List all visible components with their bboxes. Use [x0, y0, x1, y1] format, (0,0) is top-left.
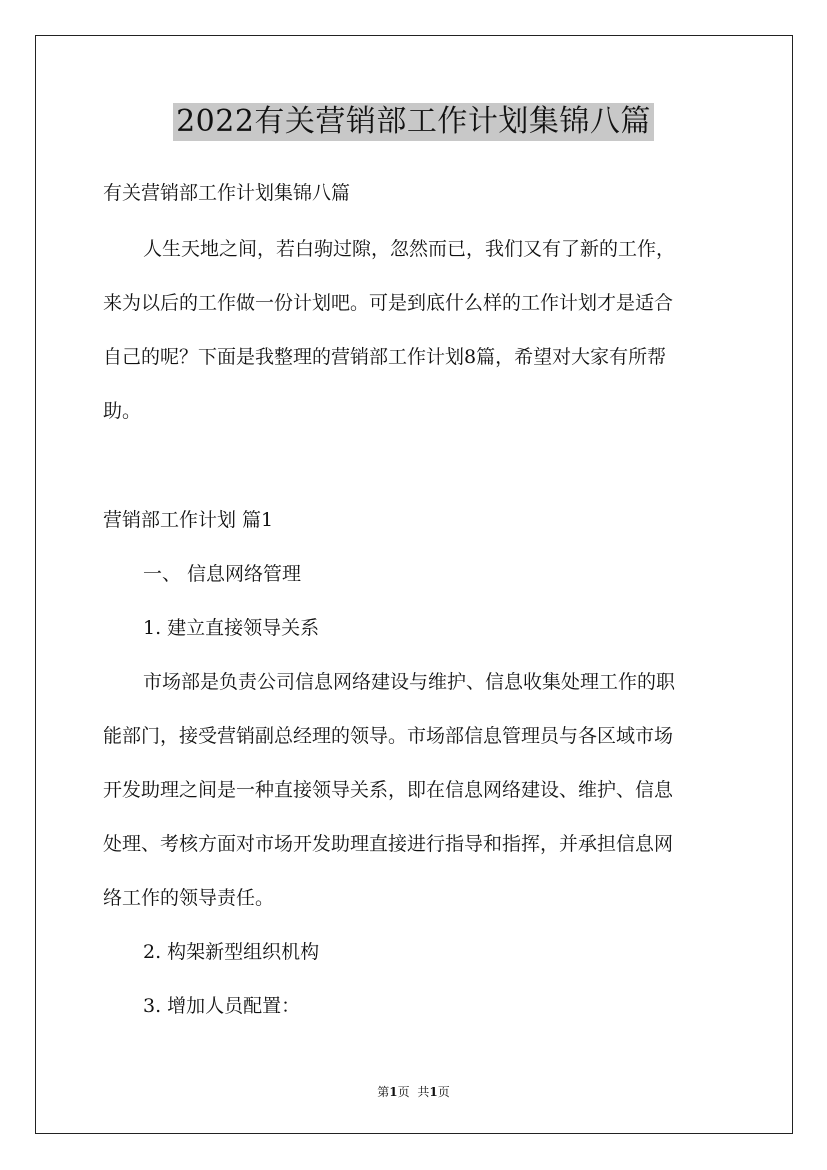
document-subtitle: 有关营销部工作计划集锦八篇: [103, 182, 351, 204]
footer-page-prefix: 第: [377, 1085, 390, 1099]
intro-line-3: 自己的呢？下面是我整理的营销部工作计划8篇，希望对大家有所帮: [103, 346, 667, 368]
intro-line-4: 助。: [103, 400, 142, 422]
intro-line-2: 来为以后的工作做一份计划吧。可是到底什么样的工作计划才是适合: [103, 292, 674, 314]
body-line-3: 开发助理之间是一种直接领导关系，即在信息网络建设、维护、信息: [103, 779, 674, 801]
footer-page-number: 1: [389, 1085, 398, 1099]
body-line-5: 络工作的领导责任。: [103, 887, 275, 909]
item-three-heading: 3. 增加人员配置：: [143, 995, 301, 1017]
item-two-heading: 2. 构架新型组织机构: [143, 941, 320, 963]
section-heading: 营销部工作计划 篇1: [103, 509, 274, 531]
footer-total-suffix: 页: [437, 1085, 450, 1099]
footer-page-suffix: 页: [397, 1085, 410, 1099]
body-line-4: 处理、考核方面对市场开发助理直接进行指导和指挥，并承担信息网: [103, 833, 674, 855]
footer-total-number: 1: [429, 1085, 438, 1099]
document-title: 2022有关营销部工作计划集锦八篇: [173, 103, 654, 141]
title-container: [0, 103, 827, 141]
item-one-heading: 一、 信息网络管理: [143, 563, 302, 585]
body-line-1: 市场部是负责公司信息网络建设与维护、信息收集处理工作的职: [143, 671, 676, 693]
intro-line-1: 人生天地之间，若白驹过隙，忽然而已，我们又有了新的工作，: [143, 238, 676, 260]
body-line-2: 能部门，接受营销副总经理的领导。市场部信息管理员与各区域市场: [103, 725, 674, 747]
footer-total-prefix: 共: [417, 1085, 430, 1099]
item-one-one-heading: 1. 建立直接领导关系: [143, 617, 320, 639]
page-footer: [0, 1084, 827, 1100]
